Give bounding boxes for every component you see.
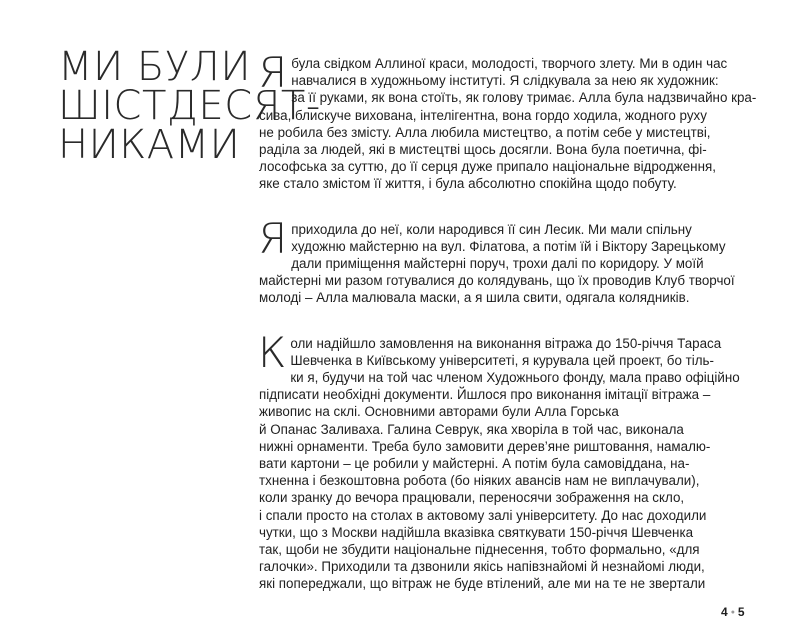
text-line: молоді – Алла малювала маски, а я шила свити, одягала колядників. <box>259 290 690 306</box>
text-line: галочки». Приходили та дзвонили якісь напівзнайомі й незнайомі люди, <box>259 559 705 575</box>
text-line: нижні орнаменти. Треба було замовити дерев’яне риштовання, намалю- <box>259 438 711 454</box>
text-line: навчалися в художньому інституті. Я слідкувала за нею як художник: <box>291 73 719 89</box>
drop-cap: Я <box>258 48 288 97</box>
page-separator-dot: ● <box>730 608 735 616</box>
text-line: оли надійшло замовлення на виконання вітража до 150-річчя Тараса <box>290 335 722 351</box>
text-line: ки я, будучи на той час членом Художнього фонду, мала право офіційно <box>290 370 740 386</box>
text-line: тхненна і безкоштовна робота (бо ніяких авансів нам не виплачували), <box>259 473 700 489</box>
page-number-right: 5 <box>737 605 745 619</box>
text-line: так, щоби не збудити національне піднесення, тобто формально, «для <box>259 542 700 558</box>
text-line: за її руками, як вона стоїть, як голову тримає. Алла була надзвичайно кра- <box>291 90 757 106</box>
text-line: сива, блискуче вихована, інтелігентна, вона гордо ходила, жодного руху <box>259 107 707 123</box>
text-line: художню майстерню на вул. Філатова, а потім їй і Віктору Зарецькому <box>291 238 726 254</box>
paragraph <box>258 213 744 307</box>
text-line: раділа за людей, які в мистецтві щось досягли. Вона була поетична, фі- <box>259 142 707 158</box>
title-line: НИКАМИ <box>58 122 241 168</box>
text-line: лософська за суттю, до її серця дуже припало національне відродження, <box>259 159 716 175</box>
text-line: яке стало змістом її життя, і була абсолютно спокійна щодо побуту. <box>259 176 677 192</box>
drop-cap: К <box>258 327 287 377</box>
title-line: ШІСТДЕСЯТ- <box>58 83 321 129</box>
title-line: МИ БУЛИ <box>58 44 252 90</box>
text-line: які попереджали, що вітраж не буде втілений, але ми на те не звертали <box>259 576 706 592</box>
drop-cap: Я <box>258 213 288 263</box>
text-line: живопис на склі. Основними авторами були Алла Горська <box>259 404 619 420</box>
text-line: приходила до неї, коли народився її син Лесик. Ми мали спільну <box>291 221 692 237</box>
text-line: майстерні ми разом готувалися до колядувань, що їх проводив Клуб творчої <box>259 273 735 289</box>
text-line: була свідком Аллиної краси, молодості, творчого злету. Ми в один час <box>291 56 728 71</box>
paragraph <box>258 48 757 193</box>
text-line: чутки, що з Москви надійшла вказівка святкувати 150-річчя Шевченка <box>259 524 694 540</box>
text-line: підписати необхідні документи. Йшлося про виконання імітації вітража – <box>259 387 711 403</box>
paragraph <box>258 327 744 593</box>
text-line: Шевченка в Київському університеті, я курувала цей проект, бо тіль- <box>290 352 714 368</box>
text-line: й Опанас Заливаха. Галина Севрук, яка хворіла в той час, виконала <box>259 421 684 437</box>
text-line: не робила без змісту. Алла любила мистецтво, а потім себе у мистецтві, <box>259 124 711 140</box>
text-line: і спали просто на столах в актовому залі університету. До нас доходили <box>259 507 707 523</box>
page-numbers <box>721 605 745 619</box>
text-line: дали приміщення майстерні поруч, трохи далі по коридору. У моїй <box>291 256 704 272</box>
article-body <box>258 48 757 621</box>
text-line: коли зранку до вечора працювали, переносячи зображення на скло, <box>259 490 685 506</box>
page-number-left: 4 <box>721 605 728 619</box>
text-line: вати картони – це робили у майстерні. А потім була самовіддана, на- <box>259 456 690 472</box>
